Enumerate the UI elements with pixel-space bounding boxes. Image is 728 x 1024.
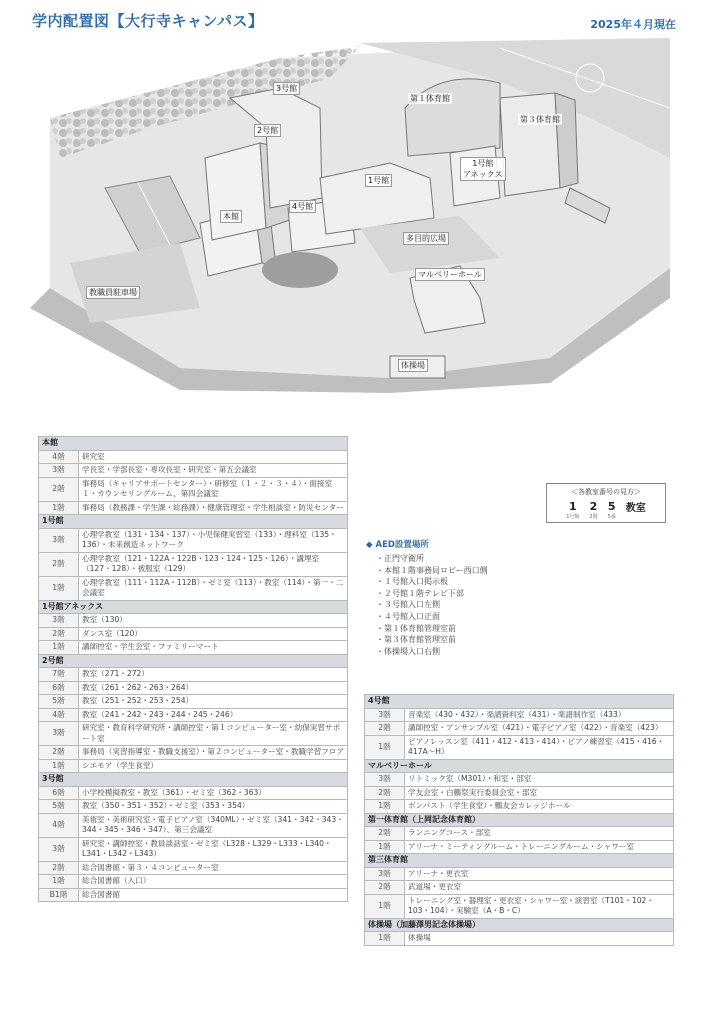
floor-label: 3階 <box>39 614 79 628</box>
floor-row <box>39 759 348 773</box>
floor-description: ダンス室（120） <box>79 627 348 641</box>
building-name: 第三体育館 <box>365 854 674 868</box>
as-of-date: 2025年４月現在 <box>590 18 676 31</box>
floor-description: 小学校模擬教室・教室（361）・ゼミ室（362・363） <box>79 786 348 800</box>
aed-item: ・第１体育館管理室前 <box>376 623 456 633</box>
building-section-header <box>365 854 674 868</box>
floor-row <box>365 840 674 854</box>
map-label-gym-3: 第３体育館 <box>520 115 560 124</box>
floor-row <box>39 627 348 641</box>
floor-description: 事務局（教務課・学生課・総務課）・健康管理室・学生相談室・防災センター <box>79 501 348 515</box>
aed-item: ・第３体育館管理室前 <box>376 635 456 645</box>
aed-item: ・体操場入口右側 <box>376 646 440 656</box>
floor-description: ランニングコース・部室 <box>405 827 674 841</box>
floor-description: 研究室・教育科学研究所・講師控室・第１コンピューター室・幼保実習サポート室 <box>79 722 348 746</box>
floor-row <box>39 668 348 682</box>
floor-label: 2階 <box>365 722 405 736</box>
floor-row <box>365 786 674 800</box>
aed-item: ・３号館入口左側 <box>376 600 440 610</box>
building-name: 2号館 <box>39 654 348 668</box>
floor-label: 2階 <box>39 477 79 501</box>
legend-title: ＜各教室番号の見方＞ <box>571 488 641 496</box>
floor-description: 総合図書館 <box>79 888 348 902</box>
floor-label: 1階 <box>365 932 405 946</box>
aed-locations <box>366 538 488 657</box>
building-section-header <box>365 759 674 773</box>
floor-row <box>365 708 674 722</box>
floor-description: リトミック室（M301）・和室・部室 <box>405 773 674 787</box>
floor-label: 2階 <box>39 552 79 576</box>
floor-label: 2階 <box>39 746 79 760</box>
legend-num-floor: 2 <box>589 500 598 513</box>
floor-description: 教室（271・272） <box>79 668 348 682</box>
room-number-legend <box>546 483 666 523</box>
floor-row <box>39 861 348 875</box>
floor-label: 1階 <box>39 576 79 600</box>
floor-description: アリーナ・更衣室 <box>405 867 674 881</box>
floor-label: 3階 <box>365 708 405 722</box>
floor-row <box>39 746 348 760</box>
building-name: 本館 <box>39 437 348 451</box>
aed-item: ・１号館入口掲示板 <box>376 577 448 587</box>
map-label-annex: 1号館 アネックス <box>460 157 506 181</box>
floor-label: 6階 <box>39 681 79 695</box>
floor-description: 心理学教室（121・122A・122B・123・124・125・126）・講埋室（127・128）・被服室（129） <box>79 552 348 576</box>
page-title: 学内配置図【大行寺キャンパス】 <box>32 12 264 30</box>
floor-label: 3階 <box>365 773 405 787</box>
floor-label: 4階 <box>39 813 79 837</box>
floor-directory-left <box>38 436 348 902</box>
campus-map <box>30 38 670 393</box>
floor-label: 7階 <box>39 668 79 682</box>
floor-description: 美術室・美術研究室・電子ピアノ室（340ML）・ゼミ室（341・342・343・344・345・346・347）、第三会議室 <box>79 813 348 837</box>
floor-label: 3階 <box>39 528 79 552</box>
aed-item: ・本館１階事務局ロビー西口側 <box>376 565 488 575</box>
floor-label: 3階 <box>39 464 79 478</box>
building-name: 1号館 <box>39 515 348 529</box>
building-section-header <box>365 695 674 709</box>
floor-description: 研究室 <box>79 450 348 464</box>
floor-description: 教室（251・252・253・254） <box>79 695 348 709</box>
floor-label: 4階 <box>39 450 79 464</box>
floor-row <box>365 867 674 881</box>
aed-list <box>366 553 488 657</box>
floor-row <box>39 800 348 814</box>
map-label-mulberry-hall: マルベリーホール <box>415 268 485 281</box>
floor-directory-right <box>364 694 674 946</box>
building-name: 4号館 <box>365 695 674 709</box>
floor-row <box>365 735 674 759</box>
floor-description: トレーニング室・器理室・更衣室・シャワー室・演習室（T101・102・103・104）・実験室（A・B・C） <box>405 894 674 918</box>
floor-row <box>365 894 674 918</box>
building-section-header <box>39 773 348 787</box>
floor-row <box>39 576 348 600</box>
floor-row <box>365 800 674 814</box>
building-section-header <box>39 437 348 451</box>
floor-description: 事務局（実習指導室・教職支援室）・第２コンピューター室・教職学習フロア <box>79 746 348 760</box>
floor-description: ピアノレッスン室（411・412・413・414）・ピアノ練習室（415・416・417A～H） <box>405 735 674 759</box>
legend-cap-floor: 2階 <box>589 514 598 520</box>
floor-label: 1階 <box>365 840 405 854</box>
floor-label: B1階 <box>39 888 79 902</box>
floor-label: 1階 <box>39 641 79 655</box>
floor-row <box>39 786 348 800</box>
floor-label: 3階 <box>365 867 405 881</box>
floor-description: 教室（241・242・243・244・245・246） <box>79 708 348 722</box>
floor-label: 1階 <box>365 735 405 759</box>
map-label-building-2: 2号館 <box>254 124 281 137</box>
legend-room-word: 教室 <box>625 503 646 514</box>
floor-description: 体操場 <box>405 932 674 946</box>
campus-map-illustration <box>30 38 670 393</box>
floor-description: シエモア（学生食堂） <box>79 759 348 773</box>
building-section-header <box>39 600 348 614</box>
building-name: 3号館 <box>39 773 348 787</box>
map-label-gym-1: 第１体育館 <box>410 94 450 103</box>
floor-description: 武道場・更衣室 <box>405 881 674 895</box>
floor-label: 2階 <box>365 827 405 841</box>
map-label-staff-parking: 教職員駐車場 <box>86 286 140 299</box>
floor-row <box>39 837 348 861</box>
legend-cap-building: 1号館 <box>566 514 580 520</box>
floor-row <box>365 881 674 895</box>
building-name: 体操場（加藤澤男記念体操場） <box>365 918 674 932</box>
building-section-header <box>39 515 348 529</box>
floor-description: アリーナ・ミーティングルーム・トレーニングルーム・シャワー室 <box>405 840 674 854</box>
floor-label: 6階 <box>39 786 79 800</box>
aed-title: ◆ AED設置場所 <box>366 540 429 550</box>
floor-label: 2階 <box>39 861 79 875</box>
floor-row <box>39 813 348 837</box>
building-section-header <box>39 654 348 668</box>
aed-item: ・２号館１階テレビ下部 <box>376 588 464 598</box>
floor-label: 1階 <box>365 800 405 814</box>
floor-label: 1階 <box>39 875 79 889</box>
floor-description: 総合図書館・第３・４コンピューター室 <box>79 861 348 875</box>
floor-label: 2階 <box>365 881 405 895</box>
floor-row <box>39 681 348 695</box>
floor-row <box>39 695 348 709</box>
building-name: マルベリーホール <box>365 759 674 773</box>
floor-label: 2階 <box>39 627 79 641</box>
floor-row <box>39 641 348 655</box>
floor-description: 講師控室・アンサンブル室（421）・電子ピアノ室（422）・音楽室（423） <box>405 722 674 736</box>
legend-num-room: 5 <box>607 500 616 513</box>
floor-row <box>39 722 348 746</box>
map-label-building-3: 3号館 <box>273 82 300 95</box>
floor-row <box>39 875 348 889</box>
floor-row <box>365 722 674 736</box>
floor-label: 3階 <box>39 722 79 746</box>
floor-description: 講師控室・学生会室・ファミリーマート <box>79 641 348 655</box>
legend-cap-room: 5番 <box>607 514 616 520</box>
floor-row <box>39 450 348 464</box>
floor-description: 音楽室（430・432）・楽譜資料室（431）・楽譜制作室（433） <box>405 708 674 722</box>
floor-row <box>39 477 348 501</box>
floor-label: 5階 <box>39 800 79 814</box>
floor-row <box>39 501 348 515</box>
map-label-building-1: 1号館 <box>365 174 392 187</box>
floor-label: 1階 <box>39 759 79 773</box>
map-label-building-4: 4号館 <box>289 200 316 213</box>
map-label-exercise-hall: 体操場 <box>398 359 428 372</box>
map-label-main-building: 本館 <box>220 210 242 223</box>
floor-description: 教室（130） <box>79 614 348 628</box>
building-name: 第一体育館（上岡記念体育館） <box>365 813 674 827</box>
building-section-header <box>365 813 674 827</box>
floor-label: 3階 <box>39 837 79 861</box>
floor-description: 教室（350・351・352）・ゼミ室（353・354） <box>79 800 348 814</box>
floor-description: 研究室・講師控室・教員談話室・ゼミ室（L328・L329・L333・L340・L341・L342・L343） <box>79 837 348 861</box>
floor-row <box>39 888 348 902</box>
aed-item: ・正門守衛所 <box>376 554 424 563</box>
map-label-multipurpose-plaza: 多目的広場 <box>403 232 449 245</box>
floor-label: 5階 <box>39 695 79 709</box>
floor-row <box>365 773 674 787</box>
floor-label: 1階 <box>39 501 79 515</box>
floor-label: 1階 <box>365 894 405 918</box>
floor-row <box>39 552 348 576</box>
floor-row <box>39 464 348 478</box>
floor-description: 心理学教室（111・112A・112B）・ゼミ室（113）・教室（114）・第一・二会議室 <box>79 576 348 600</box>
building-section-header <box>365 918 674 932</box>
floor-row <box>39 614 348 628</box>
floor-description: ボンパスト（学生食堂）・鵬友会カレッジホール <box>405 800 674 814</box>
legend-num-building: 1 <box>568 500 577 513</box>
floor-description: 学長室・学部長室・専攻長室・研究室・第五会議室 <box>79 464 348 478</box>
floor-description: 事務局（キャリアサポートセンター）・研修室（１・２・３・４）・面接室１・カウンセリングルーム、第四会議室 <box>79 477 348 501</box>
floor-row <box>39 528 348 552</box>
floor-row <box>365 827 674 841</box>
floor-label: 2階 <box>365 786 405 800</box>
floor-description: 総合図書館（入口） <box>79 875 348 889</box>
floor-description: 学友会室・白鵬祭実行委員会室・部室 <box>405 786 674 800</box>
floor-row <box>365 932 674 946</box>
floor-row <box>39 708 348 722</box>
building-name: 1号館アネックス <box>39 600 348 614</box>
floor-label: 4階 <box>39 708 79 722</box>
aed-item: ・４号館入口正面 <box>376 611 440 621</box>
floor-description: 教室（261・262・263・264） <box>79 681 348 695</box>
floor-description: 心理学教室（131・134・137）・小児保健実習室（133）・理科室（135・136）・未来創造ネットワーク <box>79 528 348 552</box>
